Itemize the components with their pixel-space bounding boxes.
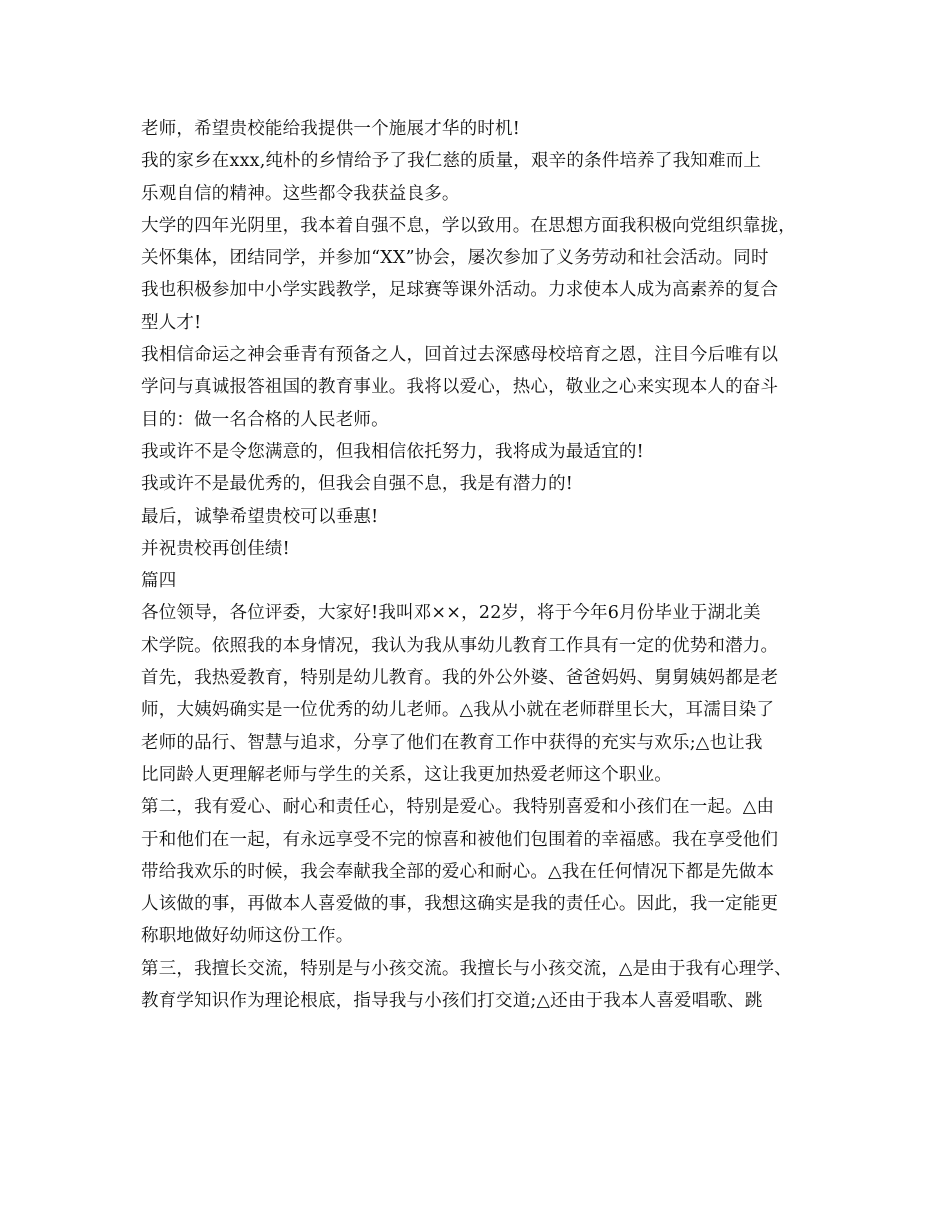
text-line: 各位领导，各位评委，大家好!我叫邓××，22岁，将于今年6月份毕业于湖北美 [141, 603, 761, 624]
text-line: 学问与真诚报答祖国的教育事业。我将以爱心，热心，敬业之心来实现本人的奋斗 [141, 377, 779, 398]
text-line: 第三，我擅长交流，特别是与小孩交流。我擅长与小孩交流，△是由于我有心理学、 [141, 958, 792, 979]
text-line: 乐观自信的精神。这些都令我获益良多。 [141, 183, 460, 204]
text-line: 带给我欢乐的时候，我会奉献我全部的爱心和耐心。△我在任何情况下都是先做本 [141, 861, 775, 882]
text-line: 我的家乡在xxx,纯朴的乡情给予了我仁慈的质量，艰辛的条件培养了我知难而上 [141, 151, 762, 172]
text-line: 老师，希望贵校能给我提供一个施展才华的时机! [141, 119, 520, 139]
text-line: 称职地做好幼师这份工作。 [141, 926, 354, 947]
text-line: 第二，我有爱心、耐心和责任心，特别是爱心。我特别喜爱和小孩们在一起。△由 [141, 797, 775, 818]
text-line: 首先，我热爱教育，特别是幼儿教育。我的外公外婆、爸爸妈妈、舅舅姨妈都是老 [141, 668, 779, 689]
text-line: 师，大姨妈确实是一位优秀的幼儿老师。△我从小就在老师群里长大，耳濡目染了 [141, 700, 775, 721]
text-line: 关怀集体，团结同学，并参加“XX”协会，屡次参加了义务劳动和社会活动。同时 [141, 248, 769, 269]
text-line: 比同龄人更理解老师与学生的关系，这让我更加热爱老师这个职业。 [141, 764, 672, 785]
section-heading: 篇四 [141, 571, 177, 592]
text-line: 目的：做一名合格的人民老师。 [141, 409, 389, 430]
text-line: 我相信命运之神会垂青有预备之人，回首过去深感母校培育之恩，注目今后唯有以 [141, 345, 779, 366]
text-line: 教育学知识作为理论根底，指导我与小孩们打交道;△还由于我本人喜爱唱歌、跳 [141, 991, 763, 1012]
text-line: 我也积极参加中小学实践教学，足球赛等课外活动。力求使本人成为高素养的复合 [141, 280, 779, 301]
text-line: 大学的四年光阴里，我本着自强不息，学以致用。在思想方面我积极向党组织靠拢， [141, 215, 796, 236]
text-line: 老师的品行、智慧与追求，分享了他们在教育工作中获得的充实与欢乐;△也让我 [141, 732, 763, 753]
text-line: 人该做的事，再做本人喜爱做的事，我想这确实是我的责任心。因此，我一定能更 [141, 894, 779, 915]
text-line: 我或许不是最优秀的，但我会自强不息，我是有潜力的! [141, 474, 574, 495]
document-body [141, 113, 831, 1017]
text-line: 于和他们在一起，有永远享受不完的惊喜和被他们包围着的幸福感。我在享受他们 [141, 829, 779, 850]
text-line: 我或许不是令您满意的，但我相信依托努力，我将成为最适宜的! [141, 441, 644, 462]
text-line: 术学院。依照我的本身情况，我认为我从事幼儿教育工作具有一定的优势和潜力。 [141, 635, 779, 656]
text-line: 型人才! [141, 312, 202, 333]
text-line: 并祝贵校再创佳绩! [141, 538, 290, 559]
text-line: 最后，诚挚希望贵校可以垂惠! [141, 506, 379, 527]
